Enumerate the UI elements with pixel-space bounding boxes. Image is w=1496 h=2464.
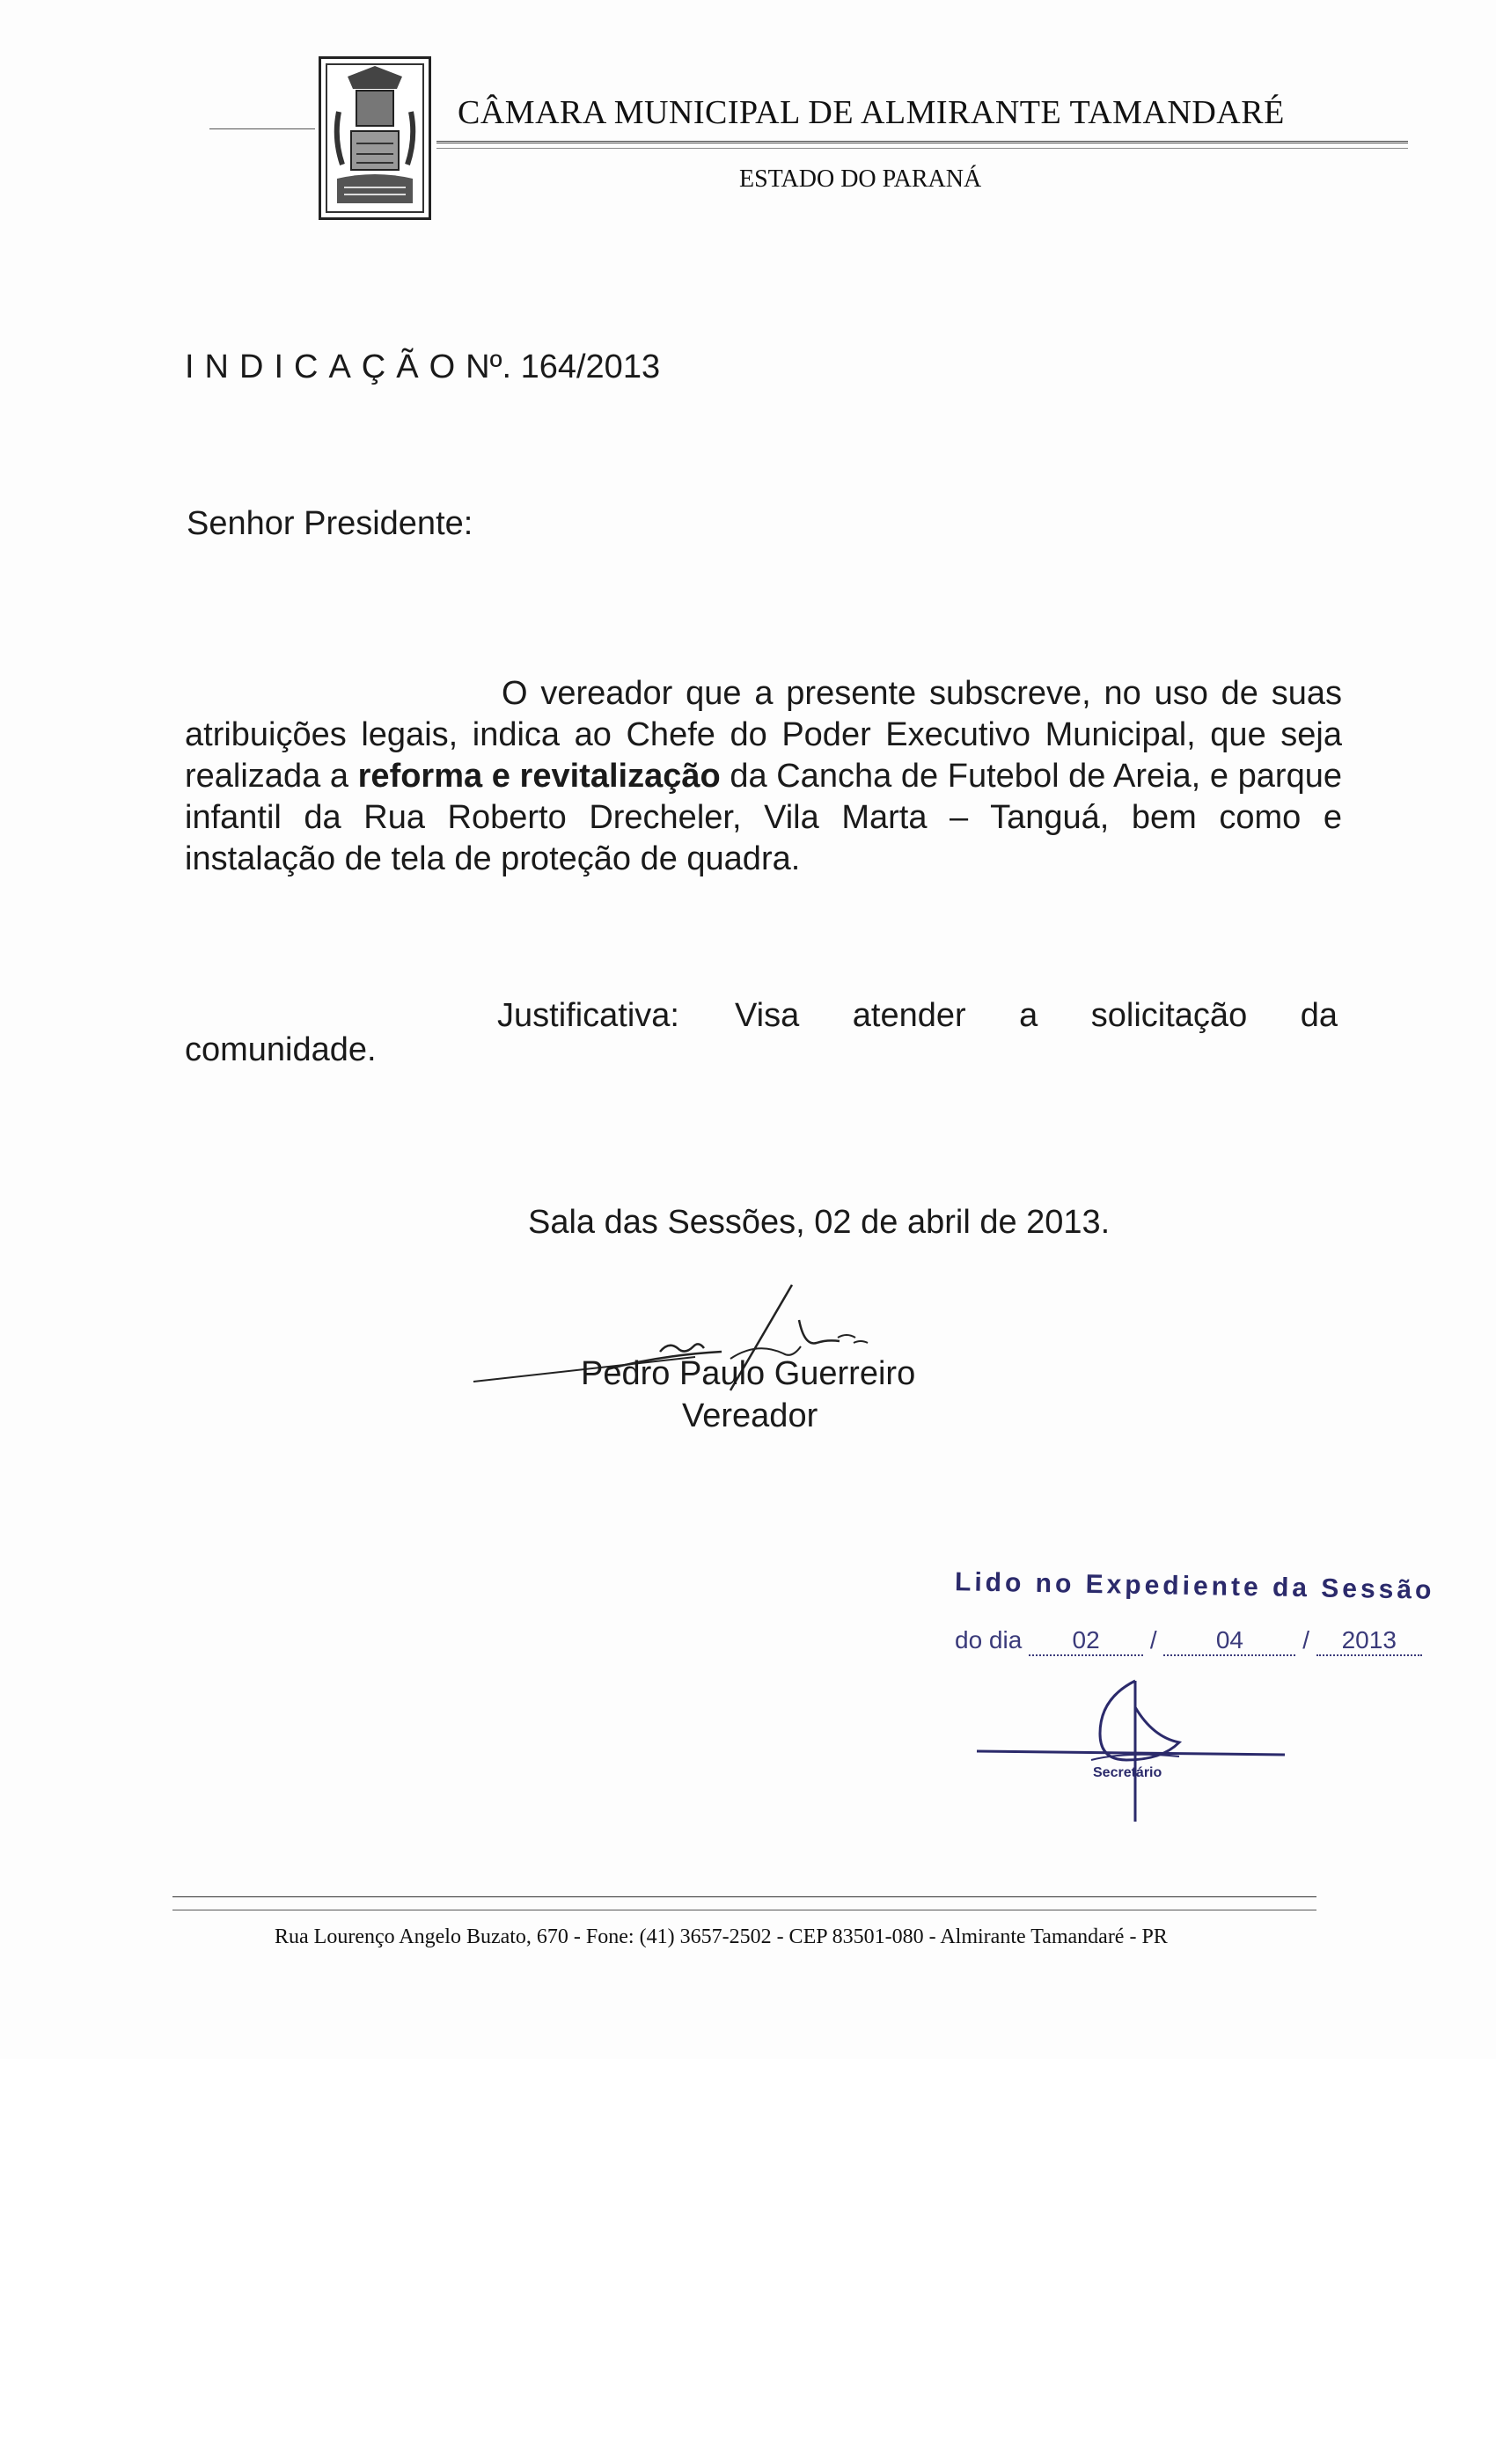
stamp-role: Secretário <box>1093 1765 1162 1780</box>
justification-label: Justificativa: <box>497 997 679 1034</box>
document-number <box>185 348 660 386</box>
paragraph-bold: reforma e revitalização <box>357 758 721 795</box>
stamp-date: do dia 02 / 04 / 2013 <box>955 1626 1422 1656</box>
justification-text <box>735 997 1338 1035</box>
document-number-label: INDICAÇÃO <box>185 348 466 385</box>
header-title: CÂMARA MUNICIPAL DE ALMIRANTE TAMANDARÉ <box>458 94 1285 131</box>
municipal-crest-icon <box>319 56 431 220</box>
main-paragraph <box>185 673 1342 880</box>
stamp-year: 2013 <box>1316 1626 1422 1656</box>
stamp-signature-scribble <box>915 1558 1338 1848</box>
place-date: Sala das Sessões, 02 de abril de 2013. <box>528 1204 1111 1241</box>
document-number-value: 164/2013 <box>520 348 661 385</box>
stamp-day: 02 <box>1029 1626 1143 1656</box>
header-rule-right-thin <box>436 148 1408 149</box>
stamp-date-prefix: do dia <box>955 1626 1023 1654</box>
signer-role: Vereador <box>682 1397 818 1434</box>
signer-name: Pedro Paulo Guerreiro <box>581 1355 916 1392</box>
header-rule-right <box>436 141 1408 143</box>
paragraph-part1: O vereador que a presente subscreve, no uso de suas atribuições legais, indica ao Chefe do Poder Executivo Municipal, que seja realizada a <box>185 675 1342 795</box>
header-rule-left <box>209 128 315 129</box>
stamp-title: Lido no Expediente da Sessão <box>954 1567 1435 1605</box>
footer-address: Rua Lourenço Angelo Buzato, 670 - Fone: (41) 3657-2502 - CEP 83501-080 - Almirante Tamandaré - PR <box>275 1925 1168 1948</box>
header-subtitle: ESTADO DO PARANÁ <box>739 165 982 193</box>
justification-word: a <box>1019 997 1038 1034</box>
document-number-prefix: Nº. <box>466 348 512 385</box>
paragraph-part2: da Cancha de Futebol de Areia, e parque infantil da Rua Roberto Drecheler, Vila Marta – Tanguá, bem como e instalação de tela de proteção de quadra. <box>185 758 1342 877</box>
justification-word: solicitação <box>1090 997 1248 1034</box>
stamp-month: 04 <box>1163 1626 1295 1656</box>
salutation: Senhor Presidente: <box>187 505 473 542</box>
justification-word: da <box>1300 997 1338 1034</box>
justification-word: Visa <box>735 997 800 1034</box>
justification-word: atender <box>852 997 966 1034</box>
footer-rule <box>172 1896 1316 1897</box>
justification-tail: comunidade. <box>185 1031 377 1068</box>
